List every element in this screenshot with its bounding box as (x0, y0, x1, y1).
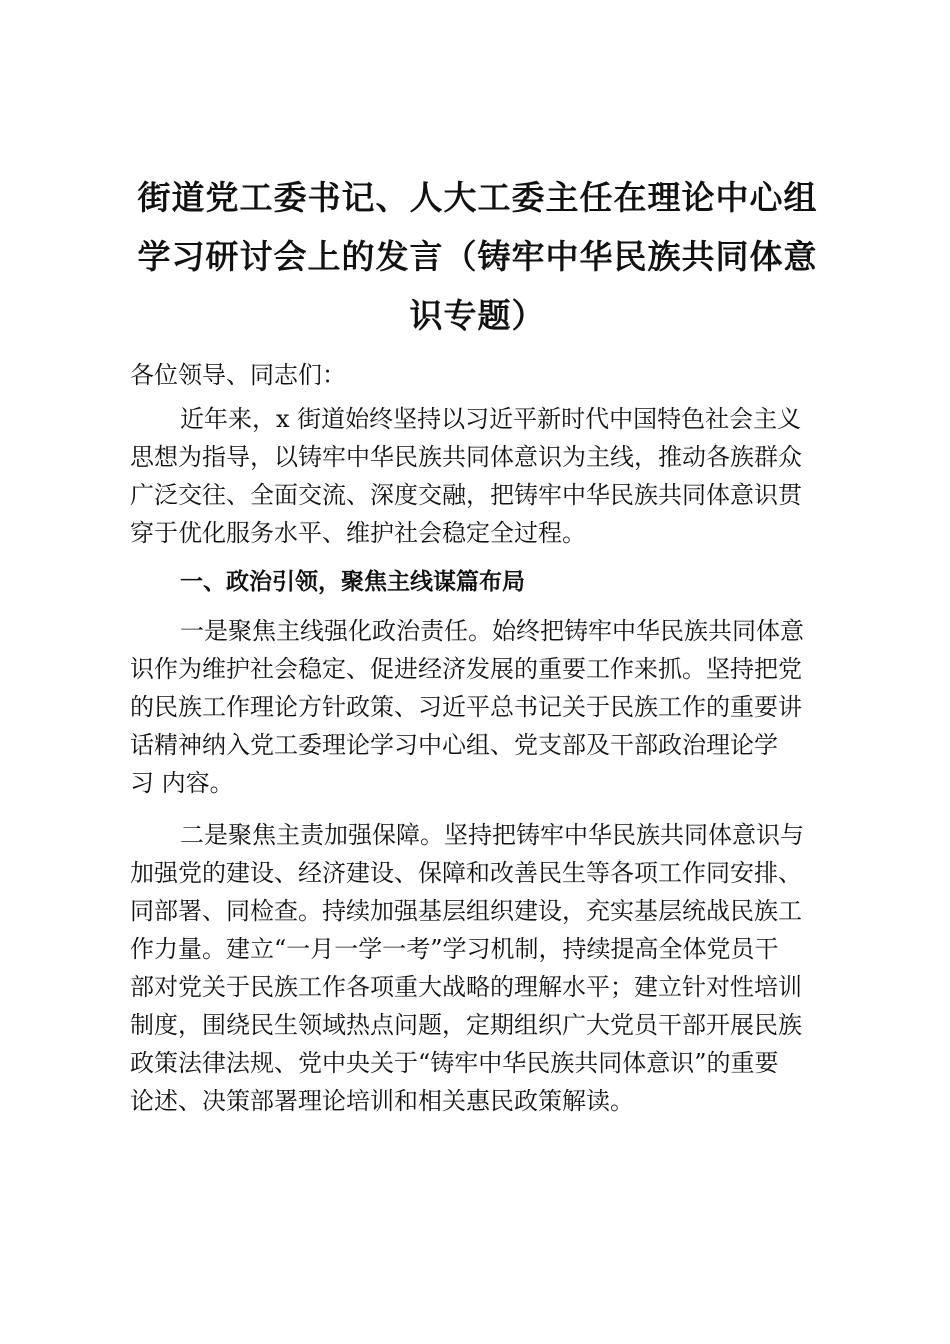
paragraph-line: 部对党关于民族工作各项重大战略的理解水平；建立针对性培训 (130, 973, 802, 1001)
paragraph-line: 识作为维护社会稳定、促进经济发展的重要工作来抓。坚持把党 (130, 655, 802, 683)
paragraph-line: 作力量。建立“一月一学一考”学习机制，持续提高全体党员干 (130, 935, 779, 963)
salutation-text: 各位领导、同志们： (130, 361, 346, 389)
paragraph-line: 加强党的建设、经济建设、保障和改善民生等各项工作同安排、 (130, 859, 802, 887)
paragraph-line: 的民族工作理论方针政策、习近平总书记关于民族工作的重要讲 (130, 693, 802, 721)
title-line: 学习研讨会上的发言（铸牢中华民族共同体意 (137, 237, 818, 276)
salutation (130, 356, 840, 394)
paragraph-line: 穿于优化服务水平、维护社会稳定全过程。 (130, 519, 586, 547)
document-title (120, 168, 835, 345)
paragraph-line: 同部署、同检查。持续加强基层组织建设，充实基层统战民族工 (130, 897, 802, 925)
paragraph-line: 思想为指导，以铸牢中华民族共同体意识为主线，推动各族群众 (130, 443, 802, 471)
paragraph-line: 习 内容。 (130, 769, 234, 797)
title-line: 识专题） (409, 296, 546, 335)
paragraph-line: 一是聚焦主线强化政治责任。始终把铸牢中华民族共同体意 (180, 617, 804, 645)
paragraph-line: 论述、决策部署理论培训和相关惠民政策解读。 (130, 1087, 634, 1115)
paragraph-1 (130, 612, 840, 802)
paragraph-line: 话精神纳入党工委理论学习中心组、党支部及干部政治理论学 (130, 731, 778, 759)
intro-paragraph (130, 400, 840, 552)
paragraph-line: 制度，围绕民生领域热点问题，定期组织广大党员干部开展民族 (130, 1011, 802, 1039)
section-heading: 一、政治引领，聚焦主线谋篇布局 (180, 569, 525, 595)
paragraph-line: 二是聚焦主责加强保障。坚持把铸牢中华民族共同体意识与 (180, 821, 804, 849)
paragraph-line: 广泛交往、全面交流、深度交融，把铸牢中华民族共同体意识贯 (130, 481, 802, 509)
paragraph-line: 政策法律法规、党中央关于“铸牢中华民族共同体意识”的重要 (130, 1049, 779, 1077)
paragraph-line: 近年来，x 街道始终坚持以习近平新时代中国特色社会主义 (180, 405, 802, 433)
title-line: 街道党工委书记、人大工委主任在理论中心组 (137, 178, 818, 217)
paragraph-2 (130, 816, 840, 1120)
